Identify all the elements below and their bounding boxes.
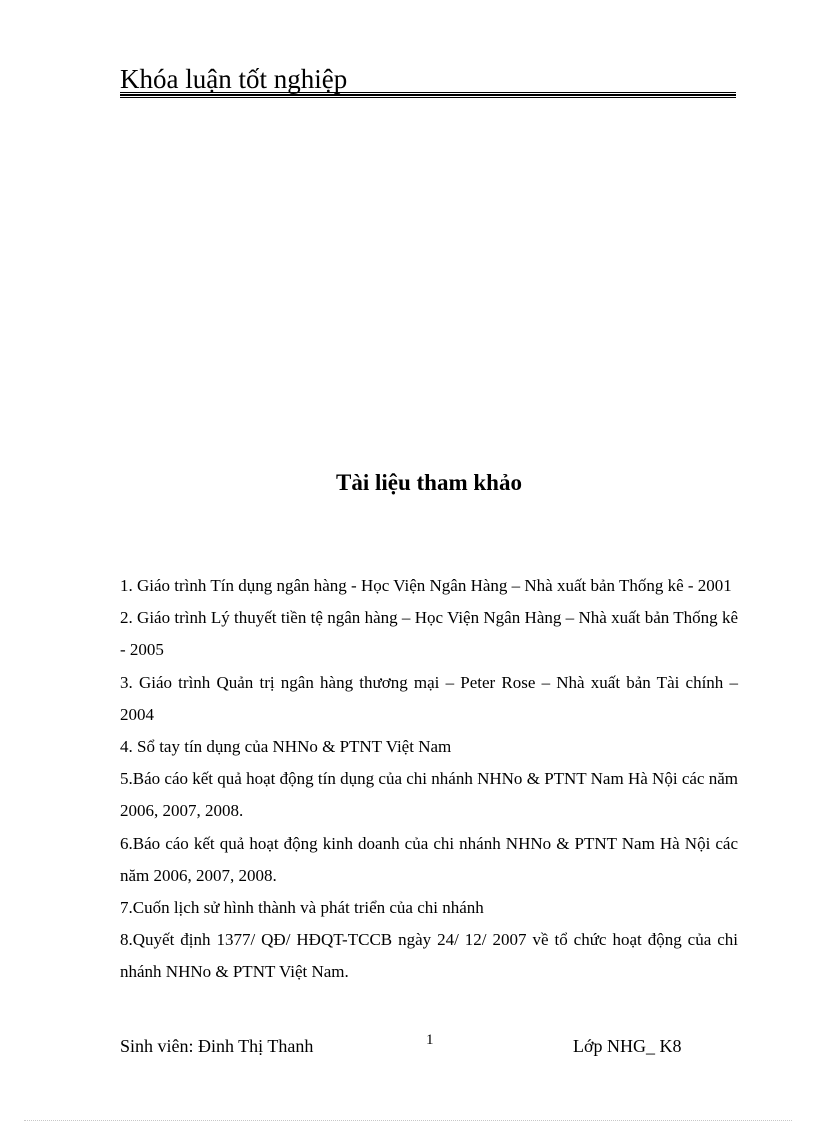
reference-item: 7.Cuốn lịch sử hình thành và phát triển của chi nhánh [120, 898, 484, 918]
footer-student-name: Sinh viên: Đinh Thị Thanh [120, 1036, 314, 1056]
footer-class-name: Lớp NHG_ K8 [573, 1036, 682, 1056]
reference-item: 2. Giáo trình Lý thuyết tiền tệ ngân hàng – Học Viện Ngân Hàng – Nhà xuất bản Thống kê - 2005 [120, 608, 738, 660]
footer-page-number: 1 [426, 1032, 434, 1048]
header-rule-middle [120, 94, 736, 96]
reference-item: 6.Báo cáo kết quả hoạt động kinh doanh của chi nhánh NHNo & PTNT Nam Hà Nội các năm 2006, 2007, 2008. [120, 833, 738, 885]
header-title: Khóa luận tốt nghiệp [120, 64, 348, 94]
page-edge-divider [24, 1120, 792, 1121]
reference-list [120, 570, 738, 989]
reference-item: 1. Giáo trình Tín dụng ngân hàng - Học Viện Ngân Hàng – Nhà xuất bản Thống kê - 2001 [120, 576, 732, 595]
reference-item: 5.Báo cáo kết quả hoạt động tín dụng của chi nhánh NHNo & PTNT Nam Hà Nội các năm 2006, 2007, 2008. [120, 769, 738, 821]
header-rule-top [120, 92, 736, 93]
reference-item: 4. Sổ tay tín dụng của NHNo & PTNT Việt Nam [120, 737, 452, 757]
reference-item: 8.Quyết định 1377/ QĐ/ HĐQT-TCCB ngày 24/ 12/ 2007 về tổ chức hoạt động của chi nhánh NHNo & PTNT Việt Nam. [120, 930, 738, 982]
section-title: Tài liệu tham khảo [336, 470, 522, 495]
header-rule-bottom [120, 97, 736, 98]
reference-item: 3. Giáo trình Quản trị ngân hàng thương mại – Peter Rose – Nhà xuất bản Tài chính – 2004 [120, 672, 738, 724]
